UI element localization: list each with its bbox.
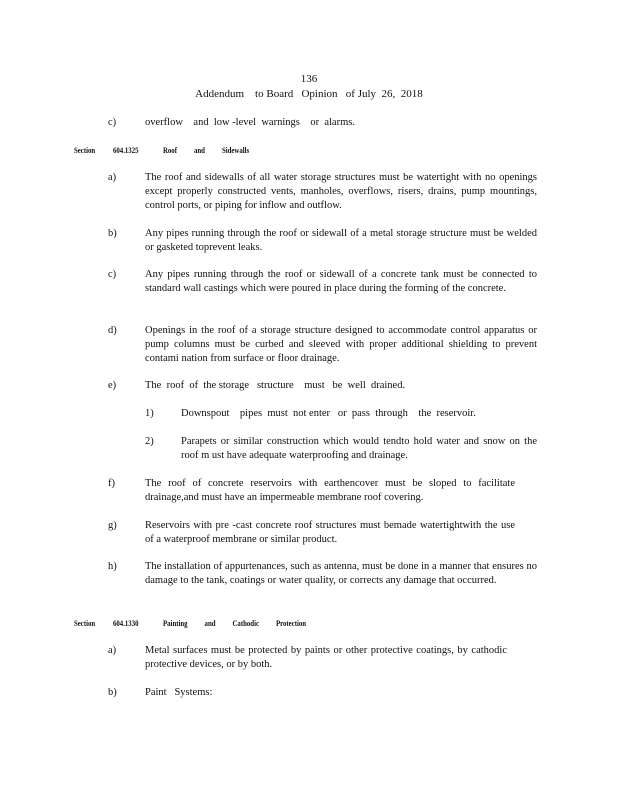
item-label: b) — [108, 687, 117, 698]
section-title: Roof and Sidewalls — [163, 146, 250, 155]
item-text: Metal surfaces must be protected by paints or other protective coatings, by cathodic protective devices, or by both. — [145, 645, 507, 670]
item-label: g) — [108, 520, 117, 531]
item-label: e) — [108, 380, 117, 391]
item-text: Any pipes running through the roof or sidewall of a concrete tank must be connected to standard wall castings which were poured in place during the forming of the concrete. — [145, 269, 537, 294]
item-text: Reservoirs with pre -cast concrete roof structures must bemade watertightwith the use of a waterproof membrane or similar product. — [145, 520, 515, 545]
item-text: Openings in the roof of a storage structure designed to accommodate control apparatus or pump columns must be curbed and sleeved with proper additional shielding to prevent contami nation from surface or floor drainage. — [145, 325, 537, 364]
item-text: The roof of concrete reservoirs with earthencover must be sloped to facilitate drainage,and must have an impermeable membrane roof covering. — [145, 478, 515, 503]
item-text: The roof and sidewalls of all water storage structures must be watertight with no openings except properly constructed vents, manholes, overflows, risers, drains, pump mountings, control ports, or piping for inflow and outflow. — [145, 172, 537, 211]
section-title: Painting and Cathodic Protection — [163, 619, 307, 628]
subitem-label: 1) — [145, 408, 154, 419]
item-text: overflow and low -level warnings or alarms. — [145, 117, 355, 128]
section-number: 604.1325 — [113, 146, 139, 155]
item-text: The installation of appurtenances, such as antenna, must be done in a manner that ensures no damage to the tank, coatings or water quality, or corrects any damage that occurred. — [145, 561, 537, 586]
subitem-label: 2) — [145, 436, 154, 447]
page-title: Addendum to Board Opinion of July 26, 2018 — [195, 88, 423, 100]
item-label: c) — [108, 117, 117, 128]
subitem-text: Downspout pipes must not enter or pass through the reservoir. — [181, 408, 476, 419]
item-label: h) — [108, 561, 117, 572]
item-text: Any pipes running through the roof or sidewall of a metal storage structure must be welded or gasketed toprevent leaks. — [145, 228, 537, 253]
item-text: The roof of the storage structure must be well drained. — [145, 380, 406, 391]
item-label: f) — [108, 478, 115, 489]
section-label: Section — [74, 146, 96, 155]
section-label: Section — [74, 619, 96, 628]
item-label: b) — [108, 228, 117, 239]
page-number: 136 — [300, 73, 318, 85]
section-number: 604.1330 — [113, 619, 139, 628]
item-text: Paint Systems: — [145, 687, 213, 698]
item-label: d) — [108, 325, 117, 336]
subitem-text: Parapets or similar construction which would tendto hold water and snow on the roof m ust have adequate waterproofing and drainage. — [181, 436, 537, 461]
item-label: a) — [108, 172, 117, 183]
item-label: a) — [108, 645, 117, 656]
item-label: c) — [108, 269, 117, 280]
